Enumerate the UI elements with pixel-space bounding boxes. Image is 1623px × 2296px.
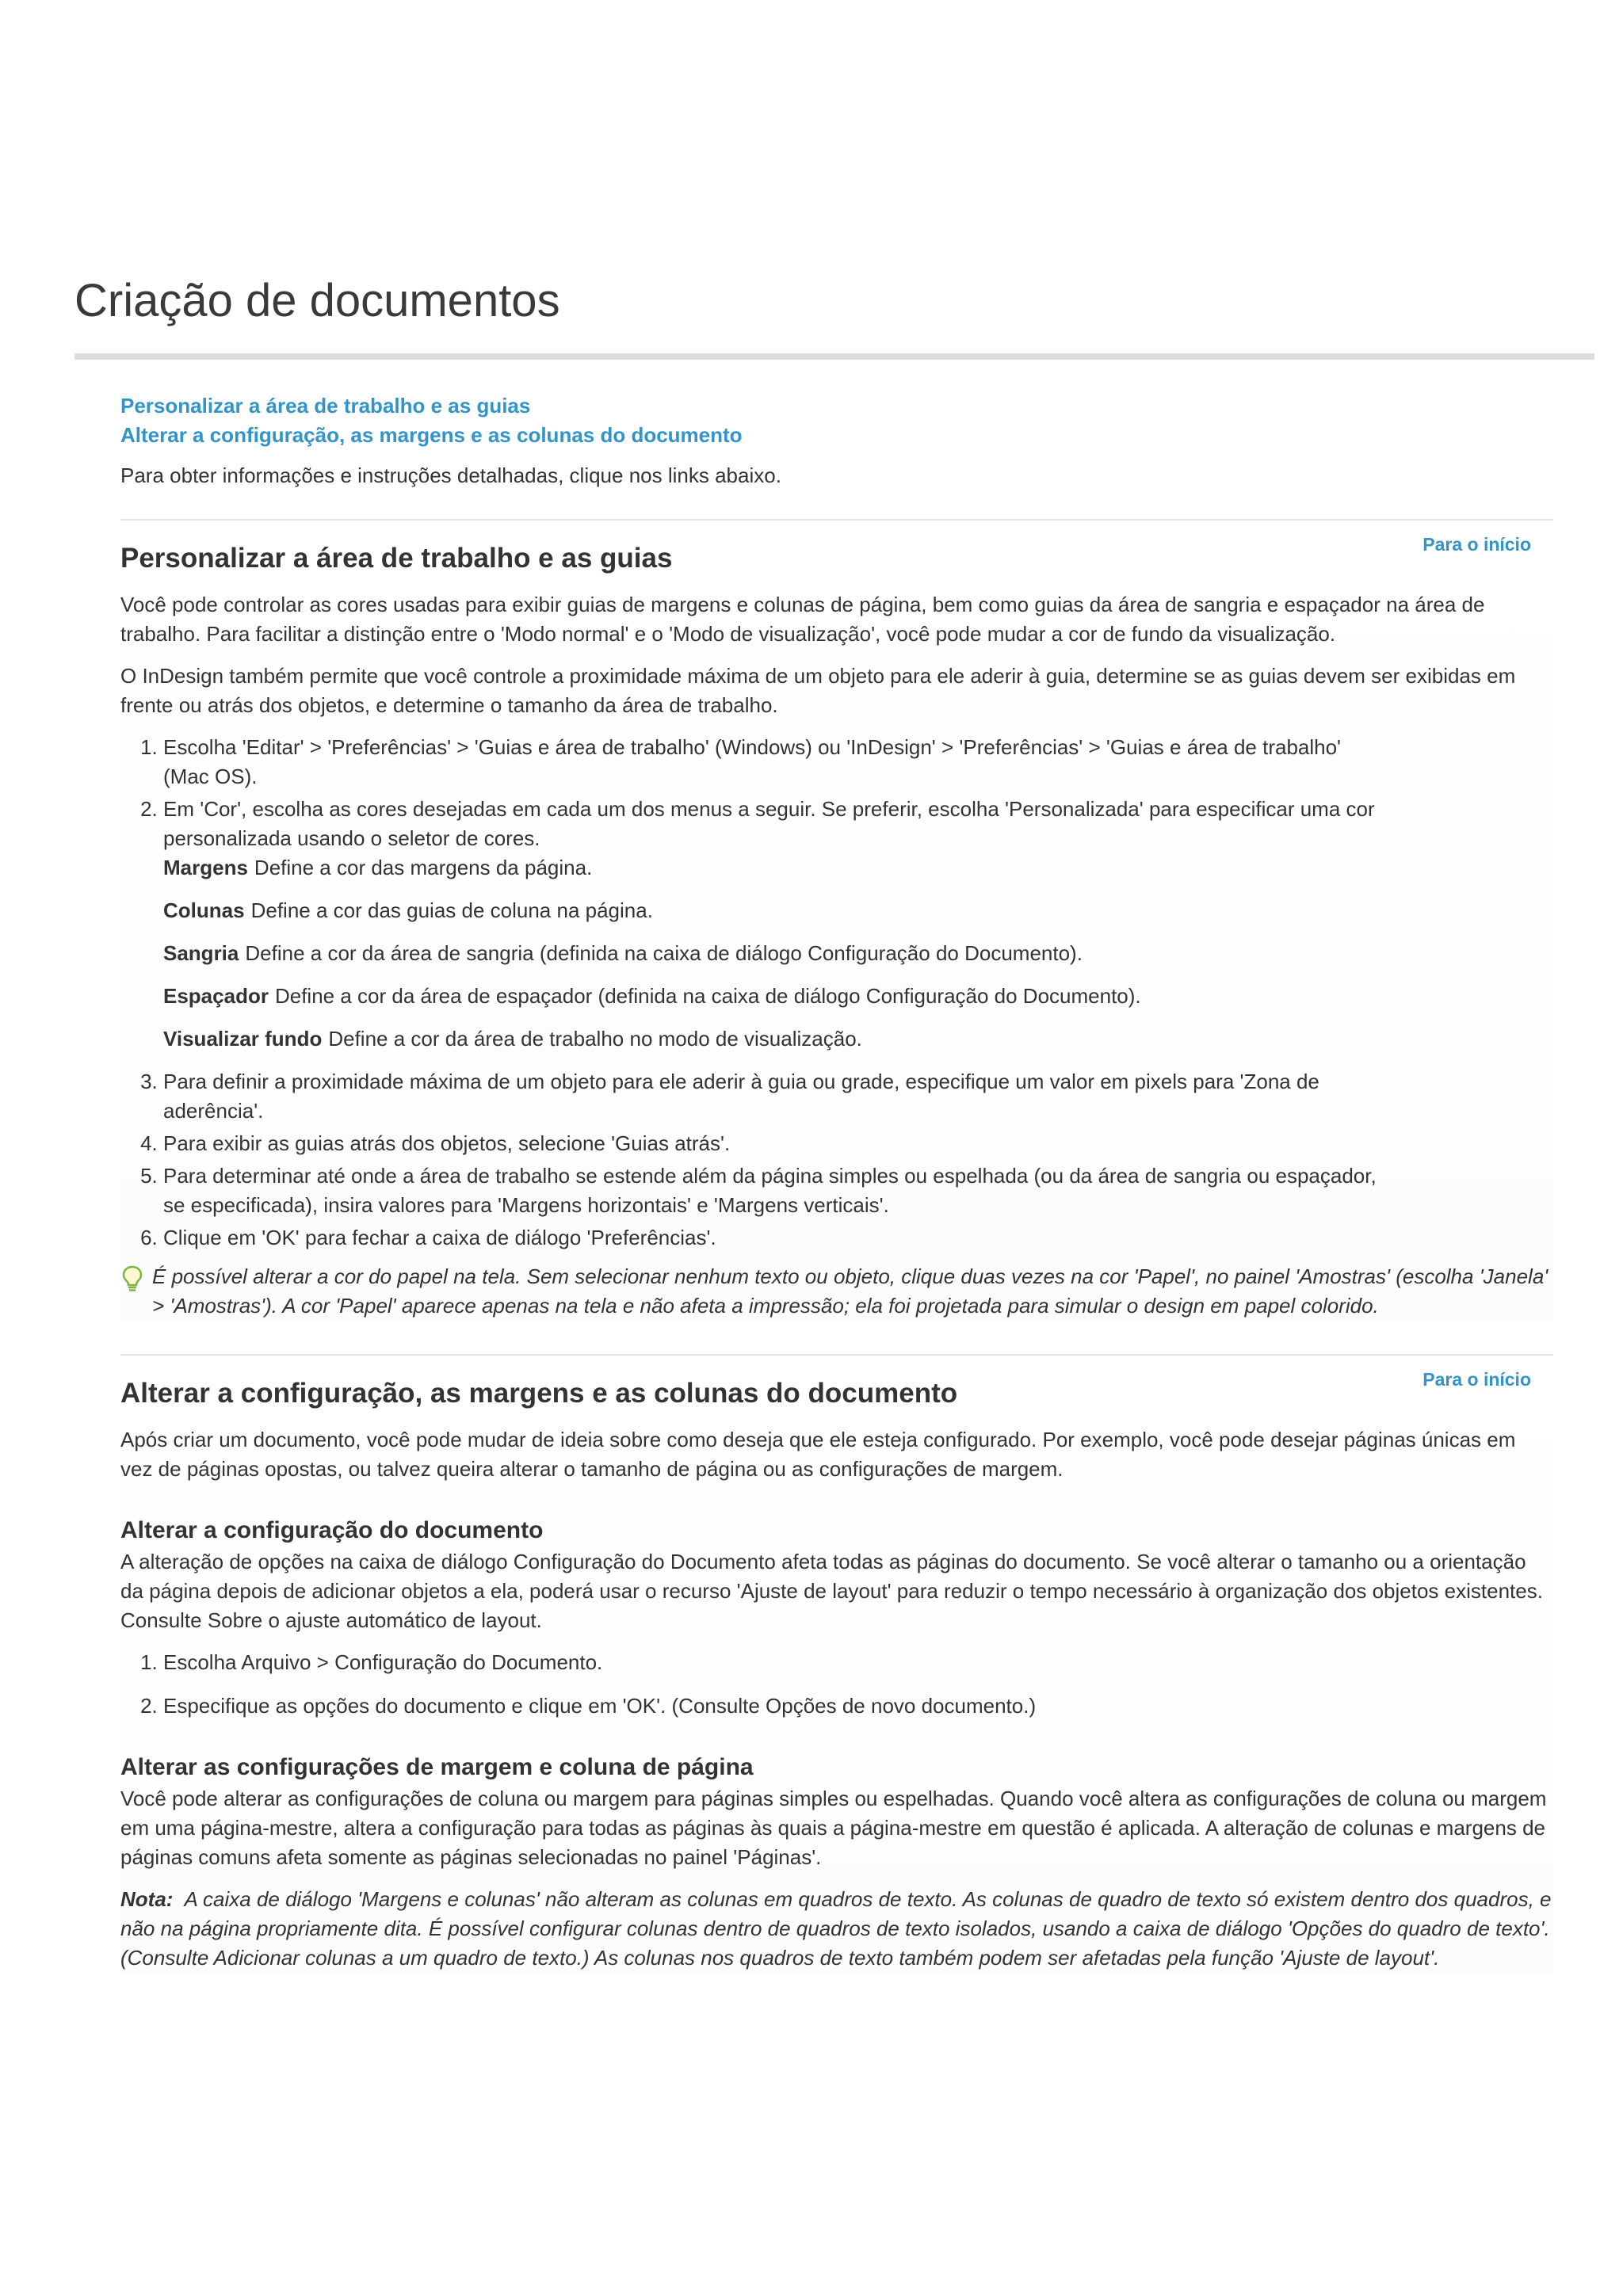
- list-item: 1. Escolha Arquivo > Configuração do Documento.: [163, 1648, 1553, 1677]
- paragraph: Você pode controlar as cores usadas para exibir guias de margens e colunas de página, bem como guias da área de sangria e espaçador na área de trabalho. Para facilitar a distinção entre o 'Modo normal' e o 'Modo de visualização', você pode mudar a cor de fundo da visualização.: [120, 593, 1485, 646]
- definition-term: Visualizar fundo: [163, 1027, 323, 1051]
- page-title: Criação de documentos: [74, 275, 560, 326]
- definition-term: Colunas: [163, 898, 245, 922]
- step-text: Em 'Cor', escolha as cores desejadas em cada um dos menus a seguir. Se preferir, escolha 'Personalizada' para especificar uma cor personalizada usando o seletor de cores.: [163, 797, 1375, 850]
- section-personalizar: [120, 519, 1553, 1321]
- list-item: 6. Clique em 'OK' para fechar a caixa de diálogo 'Preferências'.: [163, 1223, 1553, 1253]
- definition-desc: Define a cor da área de espaçador (definida na caixa de diálogo Configuração do Documento).: [274, 984, 1141, 1008]
- toc-link-personalizar[interactable]: Personalizar a área de trabalho e as guias: [120, 394, 531, 418]
- list-item: 5. Para determinar até onde a área de trabalho se estende além da página simples ou espelhada (ou da área de sangria ou espaçador, se especificada), insira valores para 'Margens horizontais' e 'Margens verticais'.: [163, 1161, 1553, 1220]
- lightbulb-icon: [120, 1265, 144, 1292]
- tip-text: É possível alterar a cor do papel na tela. Sem selecionar nenhum texto ou objeto, clique duas vezes na cor 'Papel', no painel 'Amostras' (escolha 'Janela' > 'Amostras'). A cor 'Papel' aparece apenas na tela e não afeta a impressão; ela foi projetada para simular o design em papel colorido.: [152, 1264, 1549, 1318]
- note-text: A caixa de diálogo 'Margens e colunas' não alteram as colunas em quadros de texto. As colunas de quadro de texto só existem dentro dos quadros, e não na página propriamente dita. É possível configurar colunas dentro de quadros de texto isolados, usando a caixa de diálogo 'Opções do quadro de texto'. (Consulte Adicionar colunas a um quadro de texto.) As colunas nos quadros de texto também podem ser afetadas pela função 'Ajuste de layout'.: [120, 1887, 1552, 1970]
- definition-item: [163, 1024, 1379, 1054]
- section-heading: Alterar a configuração, as margens e as colunas do documento: [120, 1378, 958, 1409]
- definition-term: Sangria: [163, 941, 239, 965]
- definition-term: Margens: [163, 856, 248, 879]
- definition-desc: Define a cor da área de sangria (definida na caixa de diálogo Configuração do Documento).: [245, 941, 1083, 965]
- section-heading: Personalizar a área de trabalho e as guias: [120, 543, 673, 574]
- definition-item: [163, 982, 1379, 1011]
- definition-item: [163, 896, 1379, 925]
- steps-list: [120, 1648, 1553, 1721]
- back-to-top-link[interactable]: Para o início: [1423, 1369, 1531, 1390]
- definition-item: [163, 853, 1379, 883]
- list-item: [163, 795, 1553, 1054]
- subsection-heading: Alterar as configurações de margem e coluna de página: [120, 1754, 754, 1780]
- list-item: 4. Para exibir as guias atrás dos objetos, selecione 'Guias atrás'.: [163, 1129, 1553, 1158]
- title-divider: [74, 353, 1594, 360]
- list-item: 3. Para definir a proximidade máxima de um objeto para ele aderir à guia ou grade, especifique um valor em pixels para 'Zona de aderência'.: [163, 1067, 1553, 1126]
- list-item: 2. Especifique as opções do documento e clique em 'OK'. (Consulte Opções de novo documento.): [163, 1691, 1553, 1721]
- list-item: 1. Escolha 'Editar' > 'Preferências' > 'Guias e área de trabalho' (Windows) ou 'InDesign' > 'Preferências' > 'Guias e área de trabalho' (Mac OS).: [163, 733, 1553, 791]
- subsection-heading: Alterar a configuração do documento: [120, 1517, 544, 1543]
- note: [120, 1885, 1553, 1973]
- steps-list: [120, 733, 1553, 1253]
- table-of-contents: [120, 391, 1553, 450]
- definition-desc: Define a cor da área de trabalho no modo de visualização.: [328, 1027, 862, 1051]
- definition-term: Espaçador: [163, 984, 269, 1008]
- toc-link-alterar[interactable]: Alterar a configuração, as margens e as colunas do documento: [120, 423, 743, 447]
- definition-item: [163, 939, 1379, 968]
- tip-box: [120, 1262, 1553, 1321]
- definition-desc: Define a cor das margens da página.: [254, 856, 593, 879]
- paragraph: O InDesign também permite que você controle a proximidade máxima de um objeto para ele aderir à guia, determine se as guias devem ser exibidas em frente ou atrás dos objetos, e determine o tamanho da área de trabalho.: [120, 664, 1516, 717]
- definition-desc: Define a cor das guias de coluna na página.: [250, 898, 653, 922]
- intro-text: Para obter informações e instruções detalhadas, clique nos links abaixo.: [120, 463, 781, 487]
- back-to-top-link[interactable]: Para o início: [1423, 534, 1531, 555]
- paragraph: A alteração de opções na caixa de diálogo Configuração do Documento afeta todas as páginas do documento. Se você alterar o tamanho ou a orientação da página depois de adicionar objetos a ela, poderá usar o recurso 'Ajuste de layout' para reduzir o tempo necessário à organização dos objetos existentes. Consulte Sobre o ajuste automático de layout.: [120, 1550, 1543, 1632]
- section-alterar: [120, 1354, 1553, 1973]
- paragraph: Após criar um documento, você pode mudar de ideia sobre como deseja que ele esteja configurado. Por exemplo, você pode desejar páginas únicas em vez de páginas opostas, ou talvez queira alterar o tamanho de página ou as configurações de margem.: [120, 1428, 1516, 1481]
- color-definitions: [163, 853, 1379, 1054]
- note-label: Nota:: [120, 1887, 174, 1911]
- main-content: [120, 391, 1553, 1985]
- paragraph: Você pode alterar as configurações de coluna ou margem para páginas simples ou espelhadas. Quando você altera as configurações de coluna ou margem em uma página-mestre, altera a configuração para todas as páginas às quais a página-mestre em questão é aplicada. A alteração de colunas e margens de páginas comuns afeta somente as páginas selecionadas no painel 'Páginas'.: [120, 1787, 1547, 1869]
